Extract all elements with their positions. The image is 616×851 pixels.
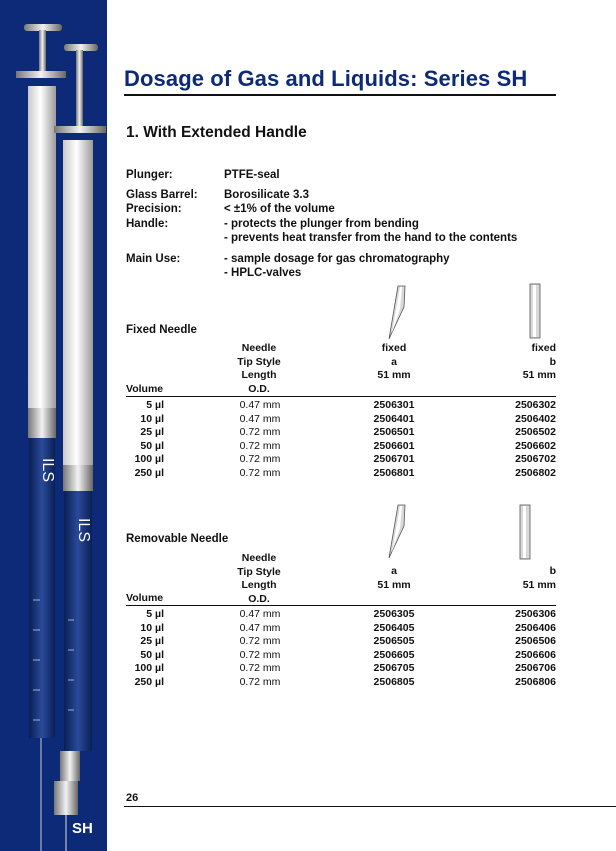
table-row [126,676,556,689]
removable-needle-tip-a-icon [386,504,408,560]
part-number-b-cell: 2506406 [515,621,556,634]
table-row [126,635,556,648]
od-cell: 0.72 mm [239,439,281,452]
fixed-header-a-tip: a [391,355,397,368]
part-number-b-cell: 2506802 [515,467,556,479]
removable-header-od-line: O.D. [248,592,270,605]
removable-header-length-line: Length [241,579,277,591]
spec-value-plunger: PTFE-seal [224,169,280,181]
table-row [126,453,556,466]
table-row [126,426,556,439]
spec-label-plunger: Plunger: [126,169,173,181]
part-number-b-cell: 2506302 [515,399,556,411]
fixed-header-needle-line: Needle [241,342,277,354]
od-cell: 0.72 mm [239,648,281,661]
volume-cell: 50 µl [140,439,164,452]
volume-cell: 10 µl [140,621,164,634]
syringe-illustration [0,0,107,851]
fixed-header-needle [226,342,292,396]
table-row [126,440,556,453]
removable-header-tip-line: Tip Style [237,565,281,578]
od-cell: 0.47 mm [239,608,281,620]
fixed-header-col-a [359,342,429,383]
footer-rule [124,806,616,807]
part-number-a-cell: 2506705 [373,662,415,675]
od-cell: 0.47 mm [239,399,281,411]
spec-value-handle-2: - prevents heat transfer from the hand to the contents [224,232,518,244]
section-subtitle: 1. With Extended Handle [126,124,307,141]
volume-cell: 250 µl [134,467,164,479]
od-cell: 0.72 mm [239,467,281,479]
part-number-a-cell: 2506301 [373,399,415,411]
removable-header-volume: Volume [126,592,164,604]
volume-cell: 5 µl [146,608,164,620]
fixed-header-volume: Volume [126,383,164,395]
volume-cell: 100 µl [134,453,164,466]
od-cell: 0.72 mm [239,426,281,439]
spec-value-handle-1: - protects the plunger from bending [224,218,419,230]
page-number: 26 [126,792,139,804]
volume-cell: 25 µl [140,426,164,439]
part-number-a-cell: 2506801 [373,467,415,479]
removable-header-a-tip: a [391,565,397,577]
fixed-header-rule [126,396,556,397]
fixed-header-b-length: 51 mm [522,369,556,381]
table-row [126,608,556,621]
needle-tip-a-icon [386,285,408,341]
part-number-b-cell: 2506806 [515,676,556,688]
od-cell: 0.72 mm [239,635,281,648]
needle-tip-b-icon [528,283,542,339]
od-cell: 0.72 mm [239,662,281,675]
svg-text:ILS: ILS [75,517,92,543]
removable-needle-tip-b-icon [518,504,532,560]
part-number-b-cell: 2506602 [515,439,556,452]
table-row [126,622,556,635]
volume-cell: 5 µl [146,399,164,411]
fixed-header-od-line: O.D. [248,382,270,395]
svg-text:ILS: ILS [39,457,56,483]
fixed-header-b-type: fixed [531,342,556,354]
part-number-b-cell: 2506706 [515,662,556,675]
removable-header-needle-line: Needle [241,552,277,564]
removable-header-col-b [476,565,556,592]
fixed-header-a-type: fixed [381,342,407,354]
fixed-header-length-line: Length [241,369,277,381]
title-rule [124,94,556,96]
removable-header-rule [126,605,556,606]
volume-cell: 250 µl [134,676,164,688]
volume-cell: 100 µl [134,662,164,675]
table-row [126,399,556,412]
series-code: SH [72,820,93,837]
part-number-a-cell: 2506805 [373,676,415,688]
od-cell: 0.47 mm [239,412,281,425]
spec-label-precision: Precision: [126,203,182,215]
spec-value-main-use-2: - HPLC-valves [224,267,302,279]
spec-value-main-use-1: - sample dosage for gas chromatography [224,253,450,265]
part-number-a-cell: 2506501 [373,426,415,439]
part-number-b-cell: 2506402 [515,412,556,425]
od-cell: 0.72 mm [239,453,281,466]
removable-needle-title: Removable Needle [126,533,229,545]
fixed-header-b-tip: b [549,355,556,368]
part-number-a-cell: 2506601 [373,439,415,452]
part-number-a-cell: 2506401 [373,412,415,425]
table-row [126,649,556,662]
fixed-header-a-length: 51 mm [377,369,411,381]
removable-header-needle [226,552,292,606]
part-number-a-cell: 2506305 [373,608,415,620]
spec-label-handle: Handle: [126,218,169,230]
part-number-a-cell: 2506701 [373,453,415,466]
spec-label-glass-barrel: Glass Barrel: [126,189,198,201]
part-number-b-cell: 2506306 [515,608,556,620]
part-number-b-cell: 2506506 [515,635,556,648]
volume-cell: 25 µl [140,635,164,648]
removable-header-col-a [359,565,429,592]
part-number-a-cell: 2506405 [373,621,415,634]
part-number-a-cell: 2506505 [373,635,415,648]
part-number-a-cell: 2506605 [373,648,415,661]
removable-header-a-length: 51 mm [377,578,411,591]
spec-label-main-use: Main Use: [126,253,181,265]
spec-value-glass-barrel: Borosilicate 3.3 [224,189,310,201]
table-row [126,413,556,426]
volume-cell: 50 µl [140,648,164,661]
fixed-header-tip-line: Tip Style [237,355,281,368]
removable-header-b-length: 51 mm [522,578,556,591]
od-cell: 0.47 mm [239,621,281,634]
fixed-header-col-b [476,342,556,383]
page-title: Dosage of Gas and Liquids: Series SH [124,66,528,91]
part-number-b-cell: 2506606 [515,648,556,661]
sidebar [0,0,107,851]
spec-value-precision: < ±1% of the volume [224,203,335,215]
part-number-b-cell: 2506502 [515,426,556,439]
od-cell: 0.72 mm [239,676,281,688]
volume-cell: 10 µl [140,412,164,425]
part-number-b-cell: 2506702 [515,453,556,466]
table-row [126,467,556,480]
removable-header-b-tip: b [549,565,556,577]
fixed-needle-title: Fixed Needle [126,324,197,336]
table-row [126,662,556,675]
